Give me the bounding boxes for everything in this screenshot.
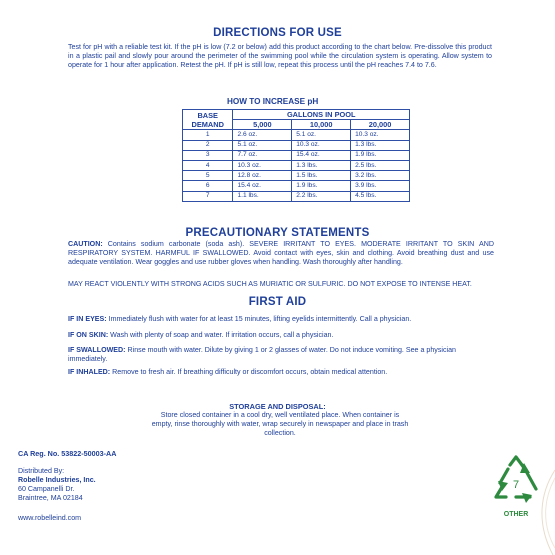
base-demand-cell: 6 <box>183 181 233 191</box>
first-aid-title: FIRST AID <box>248 296 307 308</box>
first-aid-swallowed <box>68 346 496 364</box>
dosage-cell: 7.7 oz. <box>233 150 292 160</box>
dosage-cell: 1.3 lbs. <box>351 140 410 150</box>
gallons-col-20000: 20,000 <box>351 120 410 130</box>
dosage-cell: 15.4 oz. <box>233 181 292 191</box>
first-aid-skin-label: IF ON SKIN: <box>68 331 109 339</box>
first-aid-inhaled-label: IF INHALED: <box>68 368 111 376</box>
gallons-col-10000: 10,000 <box>292 120 351 130</box>
dosage-cell: 3.9 lbs. <box>351 181 410 191</box>
dosage-cell: 15.4 oz. <box>292 150 351 160</box>
precautionary-title: PRECAUTIONARY STATEMENTS <box>185 227 370 239</box>
label-edge-decoration <box>533 470 555 555</box>
ph-table <box>182 109 410 202</box>
dosage-cell: 1.3 lbs. <box>292 160 351 170</box>
first-aid-eyes-label: IF IN EYES: <box>68 315 107 323</box>
base-demand-cell: 2 <box>183 140 233 150</box>
first-aid-eyes-text: Immediately flush with water for at least 15 minutes, lifting eyelids intermittently. Call a physician. <box>106 315 412 323</box>
dosage-cell: 1.9 lbs. <box>351 150 410 160</box>
dosage-cell: 2.5 lbs. <box>351 160 410 170</box>
dosage-cell: 12.8 oz. <box>233 171 292 181</box>
directions-title: DIRECTIONS FOR USE <box>213 27 342 39</box>
base-demand-cell: 5 <box>183 171 233 181</box>
base-demand-cell: 3 <box>183 150 233 160</box>
dosage-cell: 5.1 oz. <box>292 130 351 140</box>
dosage-cell: 5.1 oz. <box>233 140 292 150</box>
first-aid-swallowed-text: Rinse mouth with water. Dilute by giving 1 or 2 glasses of water. Do not induce vomiting. See a physician immediately. <box>68 346 456 363</box>
ph-table-title: HOW TO INCREASE pH <box>227 97 319 106</box>
dosage-cell: 1.1 lbs. <box>233 191 292 201</box>
dosage-cell: 1.5 lbs. <box>292 171 351 181</box>
dosage-cell: 4.5 lbs. <box>351 191 410 201</box>
directions-text: Test for pH with a reliable test kit. If the pH is low (7.2 or below) add this product according to the chart below. Pre-dissolve this product in a plastic pail and slowly pour around the perimeter of the swimming pool while the circulation system is operating. Allow system to operate for 1 hour after application. Retest the pH. If pH is still low, repeat this process until the pH reaches 7.4 to 7.6. <box>68 43 492 69</box>
dosage-cell: 2.6 oz. <box>233 130 292 140</box>
gallons-header: GALLONS IN POOL <box>233 110 410 120</box>
table-row <box>183 150 410 160</box>
storage-text: Store closed container in a cool dry, well ventilated place. When container is empty, rinse thoroughly with water, wrap securely in newspaper and place in trash collection. <box>151 411 409 437</box>
first-aid-skin <box>68 331 496 340</box>
ph-table-header-row <box>183 110 410 120</box>
dosage-cell: 3.2 lbs. <box>351 171 410 181</box>
ph-table-body <box>183 130 410 201</box>
reactivity-warning: MAY REACT VIOLENTLY WITH STRONG ACIDS SUCH AS MURIATIC OR SULFURIC. DO NOT EXPOSE TO INTENSE HEAT. <box>68 280 472 288</box>
company-website[interactable]: www.robelleind.com <box>18 514 82 522</box>
base-demand-cell: 7 <box>183 191 233 201</box>
gallons-col-5000: 5,000 <box>233 120 292 130</box>
recycle-label: OTHER <box>503 511 529 518</box>
base-demand-cell: 4 <box>183 160 233 170</box>
dosage-cell: 1.9 lbs. <box>292 181 351 191</box>
company-street: 60 Campanelli Dr. <box>18 485 75 493</box>
storage-title: STORAGE AND DISPOSAL: <box>229 402 326 411</box>
table-row <box>183 181 410 191</box>
table-row <box>183 160 410 170</box>
dosage-cell: 10.3 oz. <box>233 160 292 170</box>
caution-label: CAUTION: <box>68 240 103 248</box>
caution-paragraph <box>68 240 494 267</box>
table-row <box>183 171 410 181</box>
first-aid-swallowed-label: IF SWALLOWED: <box>68 346 126 354</box>
first-aid-eyes <box>68 315 496 324</box>
dosage-cell: 10.3 oz. <box>351 130 410 140</box>
first-aid-skin-text: Wash with plenty of soap and water. If irritation occurs, call a physician. <box>108 331 334 339</box>
company-city: Braintree, MA 02184 <box>18 494 83 502</box>
distributed-by-label: Distributed By: <box>18 467 65 475</box>
recycle-number: 7 <box>512 479 520 491</box>
base-demand-cell: 1 <box>183 130 233 140</box>
dosage-cell: 2.2 lbs. <box>292 191 351 201</box>
first-aid-inhaled-text: Remove to fresh air. If breathing difficulty or discomfort occurs, obtain medical attention. <box>110 368 388 376</box>
base-demand-header: BASE DEMAND <box>183 110 233 130</box>
caution-text: Contains sodium carbonate (soda ash). SEVERE IRRITANT TO EYES. MODERATE IRRITANT TO SKIN AND RESPIRATORY SYSTEM. HARMFUL IF SWALLOWED. Avoid contact with eyes, skin and clothing. Avoid breathing dust and use adequate ventilation. Wear goggles and use rubber gloves when handling. Wash thoroughly after handling. <box>68 240 494 266</box>
table-row <box>183 130 410 140</box>
first-aid-inhaled <box>68 368 496 377</box>
table-row <box>183 140 410 150</box>
company-name: Robelle Industries, Inc. <box>18 476 96 484</box>
dosage-cell: 10.3 oz. <box>292 140 351 150</box>
ca-registration: CA Reg. No. 53822-50003-AA <box>18 449 117 458</box>
table-row <box>183 191 410 201</box>
